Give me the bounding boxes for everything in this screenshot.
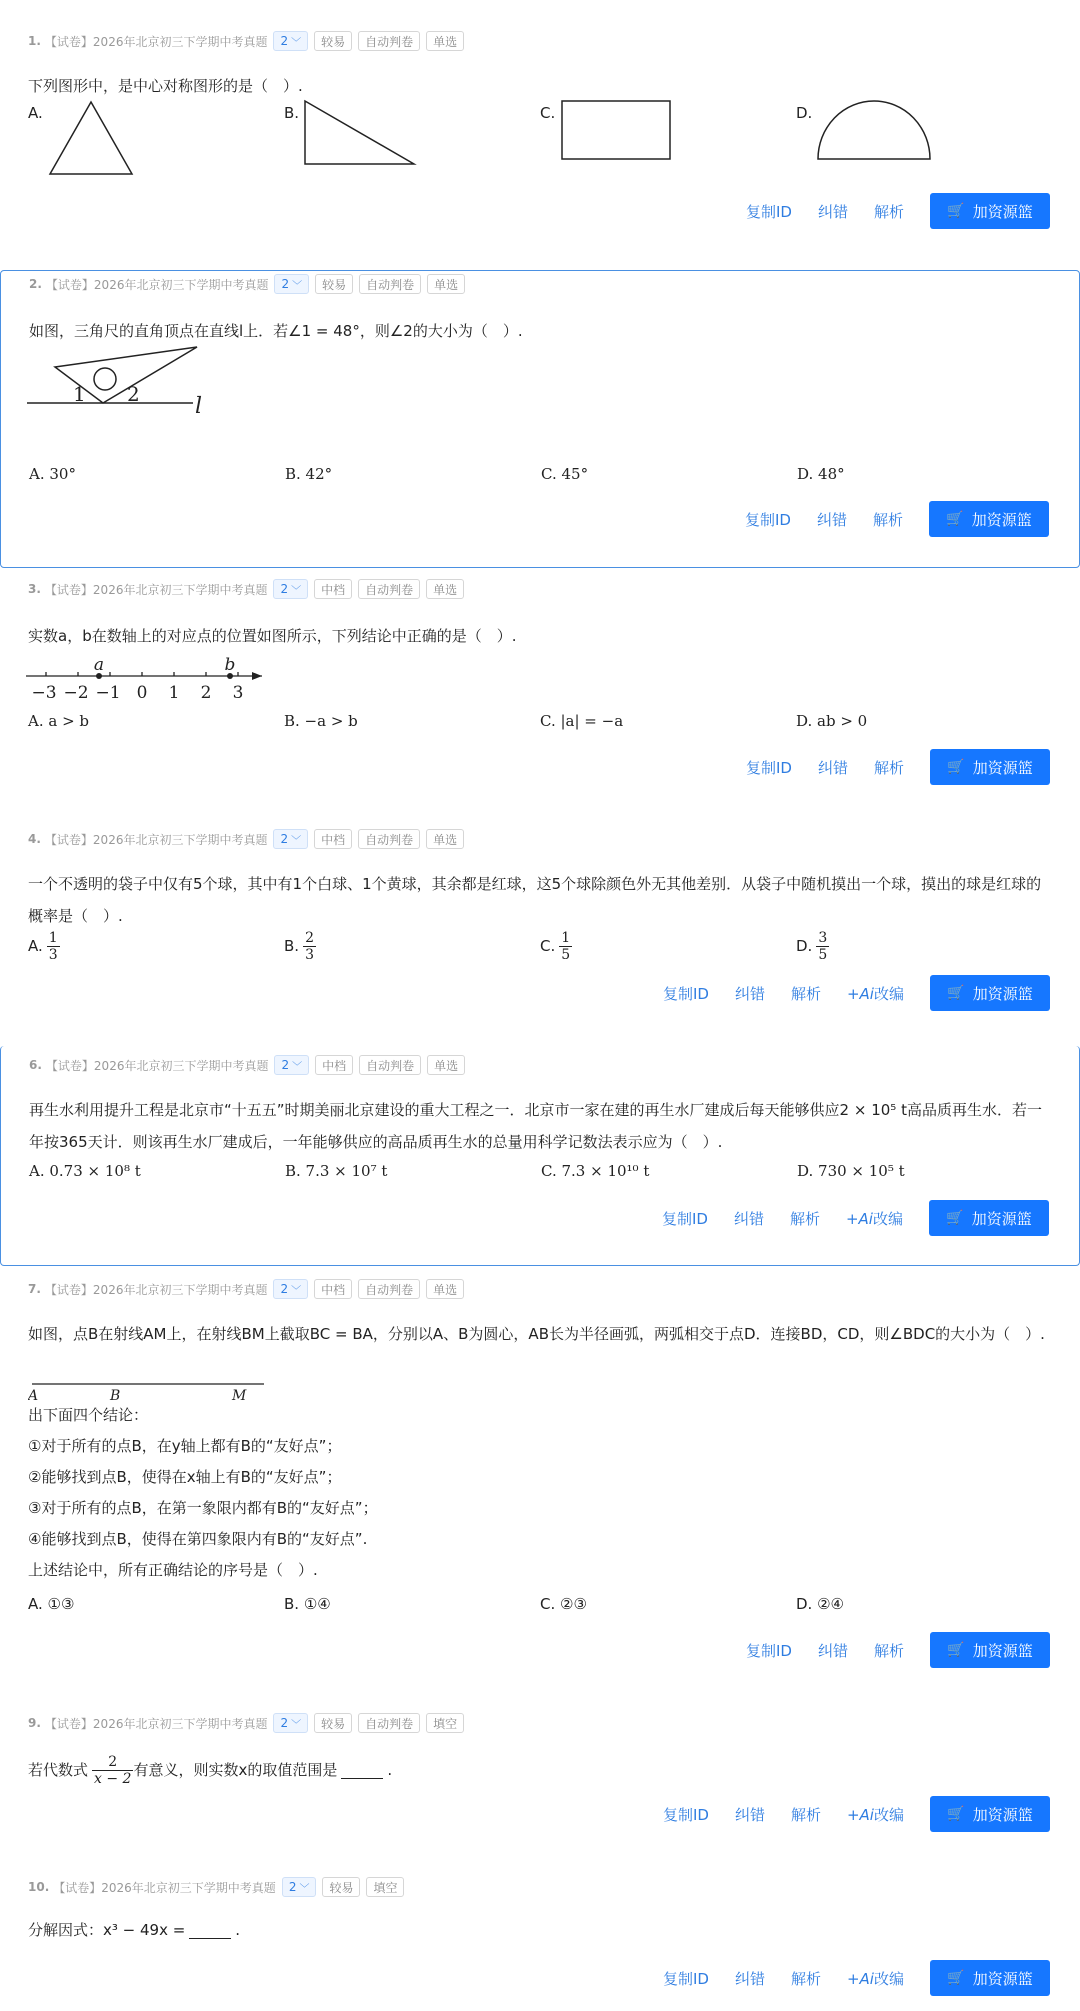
stem-text: 若代数式: [28, 1761, 89, 1779]
level-value: 2: [280, 1716, 289, 1730]
question-meta: [28, 1876, 404, 1898]
ai-rewrite-button[interactable]: [847, 1968, 904, 1989]
level-select[interactable]: [282, 1877, 317, 1897]
option-a[interactable]: A. ①③: [28, 1595, 75, 1613]
question-actions: [637, 1796, 1050, 1832]
level-value: 2: [280, 34, 289, 48]
chevron-down-icon: ﹀: [291, 1719, 302, 1731]
numerator: 2: [108, 1754, 118, 1770]
ai-icon: Ai: [859, 984, 874, 1003]
question-type-tag: 单选: [426, 579, 464, 599]
level-select[interactable]: [273, 1713, 308, 1733]
difficulty-tag: 较易: [322, 1877, 360, 1897]
question-actions: [720, 749, 1050, 785]
option-a[interactable]: A. a > b: [28, 712, 90, 730]
add-to-basket-button[interactable]: [930, 1796, 1050, 1832]
option-c[interactable]: C.: [540, 104, 556, 122]
level-value: 2: [280, 1282, 289, 1296]
point-b-label: b: [224, 656, 236, 675]
report-error-button[interactable]: 纠错: [733, 1209, 764, 1228]
difficulty-tag: 中档: [314, 1279, 352, 1299]
ai-rewrite-button[interactable]: [846, 1208, 903, 1229]
question-source: 【试卷】2026年北京初三下学期中考真题: [53, 1880, 276, 1895]
question-card-10: [0, 1866, 1080, 2011]
options-row: [28, 712, 1052, 742]
stem-text: 分解因式：x³ − 49x =: [28, 1921, 186, 1939]
question-meta: [28, 1712, 464, 1734]
question-actions: [637, 975, 1050, 1011]
question-source: 【试卷】2026年北京初三下学期中考真题: [44, 1716, 268, 1731]
numerator: 1: [561, 930, 571, 946]
level-select[interactable]: [274, 1055, 309, 1075]
option-label: C.: [540, 937, 556, 955]
tick-label: −3: [31, 683, 57, 703]
fraction: [47, 930, 60, 963]
copy-id-button[interactable]: 复制ID: [662, 984, 709, 1003]
conclusion-line: ③对于所有的点B，在第一象限内都有B的“友好点”；: [28, 1499, 378, 1517]
right-triangle-figure: [302, 98, 422, 168]
option-d[interactable]: D.: [796, 104, 813, 122]
auto-grade-tag: 自动判卷: [359, 1055, 421, 1075]
question-stem: 如图，三角尺的直角顶点在直线l上．若∠1 = 48°，则∠2的大小为（ ）.: [29, 322, 523, 340]
plus-icon: +: [846, 1805, 860, 1824]
chevron-down-icon: ﹀: [292, 280, 303, 292]
question-number: 10.: [28, 1880, 50, 1894]
analysis-button[interactable]: 解析: [790, 984, 821, 1003]
auto-grade-tag: 自动判卷: [358, 829, 420, 849]
point-b-label: B: [110, 1388, 121, 1404]
question-number: 4.: [28, 832, 41, 846]
plus-icon: +: [846, 984, 860, 1003]
question-source: 【试卷】2026年北京初三下学期中考真题: [44, 582, 268, 597]
report-error-button[interactable]: 纠错: [734, 984, 765, 1003]
add-basket-label: 加资源篮: [972, 758, 1033, 777]
cart-icon: 🛒: [947, 1642, 965, 1658]
analysis-button[interactable]: 解析: [873, 758, 904, 777]
answer-blank: [189, 1923, 231, 1939]
cart-icon: 🛒: [947, 759, 965, 775]
analysis-button[interactable]: 解析: [789, 1209, 820, 1228]
plus-icon: +: [846, 1969, 860, 1988]
number-line-figure: [26, 656, 266, 706]
ai-icon: Ai: [859, 1969, 874, 1988]
point-a-label: A: [28, 1388, 39, 1404]
option-c[interactable]: [540, 930, 572, 963]
question-actions: [637, 1960, 1050, 1996]
options-row: [28, 1595, 1052, 1625]
option-a[interactable]: A. 0.73 × 10⁸ t: [29, 1162, 141, 1180]
add-to-basket-button[interactable]: [930, 193, 1050, 229]
question-stem: 实数a，b在数轴上的对应点的位置如图所示，下列结论中正确的是（ ）.: [28, 627, 517, 645]
option-b[interactable]: B. ①④: [284, 1595, 331, 1613]
question-type-tag: 单选: [426, 31, 464, 51]
report-error-button[interactable]: 纠错: [817, 202, 848, 221]
tick-label: 3: [232, 683, 244, 703]
difficulty-tag: 中档: [314, 829, 352, 849]
ai-rewrite-button[interactable]: [847, 983, 904, 1004]
tick-label: −2: [63, 683, 89, 703]
option-d[interactable]: [796, 930, 829, 963]
difficulty-tag: 中档: [315, 1055, 353, 1075]
auto-grade-tag: 自动判卷: [358, 1279, 420, 1299]
report-error-button[interactable]: 纠错: [734, 1805, 765, 1824]
question-card-6: [0, 1046, 1080, 1266]
report-error-button[interactable]: 纠错: [734, 1969, 765, 1988]
auto-grade-tag: 自动判卷: [358, 31, 420, 51]
conclusion-line: 上述结论中，所有正确结论的序号是（ ）.: [28, 1561, 318, 1579]
add-to-basket-button[interactable]: [930, 749, 1050, 785]
stem-text: 有意义，则实数x的取值范围是: [133, 1761, 338, 1779]
cart-icon: 🛒: [947, 1806, 965, 1822]
copy-id-button[interactable]: 复制ID: [745, 1641, 792, 1660]
tick-label: −1: [95, 683, 121, 703]
option-b[interactable]: B.: [284, 104, 300, 122]
chevron-down-icon: ﹀: [291, 585, 302, 597]
ai-edit-label: 改编: [873, 1969, 904, 1988]
option-d[interactable]: D. ②④: [796, 1595, 844, 1613]
fraction: [92, 1754, 133, 1787]
question-card-9: [0, 1700, 1080, 1850]
stem-text: .: [387, 1761, 393, 1779]
level-select[interactable]: [273, 31, 308, 51]
add-to-basket-button[interactable]: [929, 501, 1049, 537]
copy-id-button[interactable]: 复制ID: [745, 758, 792, 777]
level-select[interactable]: [273, 579, 308, 599]
answer-blank: [341, 1763, 383, 1779]
report-error-button[interactable]: 纠错: [817, 1641, 848, 1660]
option-b[interactable]: [284, 930, 316, 963]
add-basket-label: 加资源篮: [971, 510, 1032, 529]
auto-grade-tag: 自动判卷: [358, 579, 420, 599]
question-actions: [720, 1632, 1050, 1668]
add-to-basket-button[interactable]: [930, 1632, 1050, 1668]
numerator: 1: [48, 930, 58, 946]
question-actions: [636, 1200, 1049, 1236]
tick-label: 1: [168, 683, 180, 703]
option-c[interactable]: C. ②③: [540, 1595, 587, 1613]
option-b[interactable]: B. 7.3 × 10⁷ t: [285, 1162, 388, 1180]
question-number: 6.: [29, 1058, 42, 1072]
fraction: [303, 930, 316, 963]
copy-id-button[interactable]: 复制ID: [662, 1969, 709, 1988]
level-select[interactable]: [273, 1279, 308, 1299]
angle-2-label: 2: [127, 382, 140, 406]
question-number: 3.: [28, 582, 41, 596]
option-a[interactable]: A. 30°: [29, 465, 76, 483]
level-value: 2: [281, 277, 290, 291]
point-m-label: M: [232, 1388, 247, 1404]
options-row: [28, 930, 1052, 970]
option-d[interactable]: D. 48°: [797, 465, 845, 483]
chevron-down-icon: ﹀: [299, 1883, 310, 1895]
option-c[interactable]: C. 45°: [541, 465, 589, 483]
chevron-down-icon: ﹀: [291, 37, 302, 49]
cart-icon: 🛒: [947, 985, 965, 1001]
option-b[interactable]: B. 42°: [285, 465, 333, 483]
chevron-down-icon: ﹀: [291, 1285, 302, 1297]
level-select[interactable]: [273, 829, 308, 849]
level-value: 2: [288, 1880, 297, 1894]
numerator: 2: [305, 930, 314, 946]
question-meta: [28, 1278, 464, 1300]
ai-edit-label: 改编: [873, 1805, 904, 1824]
question-number: 7.: [28, 1282, 41, 1296]
ai-edit-label: 改编: [873, 984, 904, 1003]
analysis-button[interactable]: 解析: [873, 1641, 904, 1660]
question-stem: 一个不透明的袋子中仅有5个球，其中有1个白球、1个黄球，其余都是红球，这5个球除颜色外无其他差别．从袋子中随机摸出一个球，摸出的球是红球的概率是（ ）.: [28, 875, 1042, 925]
level-value: 2: [280, 582, 289, 596]
triangle-figure: [48, 98, 138, 178]
add-basket-label: 加资源篮: [971, 1209, 1032, 1228]
denominator: 3: [305, 947, 314, 963]
question-meta: [29, 1054, 465, 1076]
question-actions: [719, 501, 1049, 537]
cart-icon: 🛒: [947, 203, 965, 219]
question-type-tag: 单选: [426, 829, 464, 849]
stem-text: .: [235, 1921, 241, 1939]
options-row: [29, 1162, 1053, 1192]
auto-grade-tag: 自动判卷: [359, 274, 421, 294]
add-to-basket-button[interactable]: [930, 975, 1050, 1011]
ai-edit-label: 改编: [872, 1209, 903, 1228]
ai-icon: Ai: [858, 1209, 873, 1228]
question-card-2: [0, 270, 1080, 568]
ai-rewrite-button[interactable]: [847, 1804, 904, 1825]
question-actions: [720, 193, 1050, 229]
question-stem: [28, 1750, 1052, 1790]
question-card-7: [0, 1270, 1080, 1670]
conclusion-line: ①对于所有的点B，在y轴上都有B的“友好点”；: [28, 1437, 342, 1455]
analysis-button[interactable]: 解析: [873, 202, 904, 221]
question-source: 【试卷】2026年北京初三下学期中考真题: [45, 277, 269, 292]
question-type-tag: 单选: [426, 1279, 464, 1299]
add-basket-label: 加资源篮: [972, 1641, 1033, 1660]
add-basket-label: 加资源篮: [972, 1805, 1033, 1824]
rectangle-figure: [560, 98, 674, 164]
option-a[interactable]: A.: [28, 104, 43, 122]
add-to-basket-button[interactable]: [930, 1960, 1050, 1996]
analysis-button[interactable]: 解析: [790, 1805, 821, 1824]
question-stem: 如图，点B在射线AM上，在射线BM上截取BC = BA，分别以A、B为圆心，AB长为半径画弧，两弧相交于点D．连接BD，CD，则∠BDC的大小为（ ）.: [28, 1325, 1045, 1343]
add-basket-label: 加资源篮: [972, 984, 1033, 1003]
difficulty-tag: 较易: [314, 1713, 352, 1733]
copy-id-button[interactable]: 复制ID: [661, 1209, 708, 1228]
question-source: 【试卷】2026年北京初三下学期中考真题: [45, 1058, 269, 1073]
option-label: A.: [28, 937, 43, 955]
denominator: 5: [818, 947, 828, 963]
analysis-button[interactable]: 解析: [872, 510, 903, 529]
line-l-label: l: [195, 394, 203, 419]
point-a-label: a: [93, 656, 105, 675]
conclusion-line: ④能够找到点B，使得在第四象限内有B的“友好点”.: [28, 1530, 368, 1548]
question-number: 2.: [29, 277, 42, 291]
fraction: [816, 930, 829, 963]
level-value: 2: [280, 832, 289, 846]
question-type-tag: 填空: [366, 1877, 404, 1897]
question-card-4: [0, 818, 1080, 1043]
ai-icon: Ai: [859, 1805, 874, 1824]
fraction: [559, 930, 572, 963]
copy-id-button[interactable]: 复制ID: [744, 510, 791, 529]
difficulty-tag: 较易: [315, 274, 353, 294]
question-meta: [28, 578, 464, 600]
question-type-tag: 单选: [427, 274, 465, 294]
semicircle-figure: [816, 98, 932, 164]
option-c[interactable]: C. 7.3 × 10¹⁰ t: [541, 1162, 650, 1180]
option-d[interactable]: D. 730 × 10⁵ t: [797, 1162, 905, 1180]
question-meta: [28, 828, 464, 850]
cart-icon: 🛒: [946, 1210, 964, 1226]
chevron-down-icon: ﹀: [291, 835, 302, 847]
triangle-ruler-figure: [27, 343, 217, 429]
numerator: 3: [818, 930, 828, 946]
report-error-button[interactable]: 纠错: [817, 758, 848, 777]
option-label: B.: [284, 937, 300, 955]
copy-id-button[interactable]: 复制ID: [662, 1805, 709, 1824]
option-d[interactable]: D. ab > 0: [796, 712, 868, 730]
analysis-button[interactable]: 解析: [790, 1969, 821, 1988]
question-source: 【试卷】2026年北京初三下学期中考真题: [44, 34, 268, 49]
question-number: 9.: [28, 1716, 41, 1730]
difficulty-tag: 较易: [314, 31, 352, 51]
add-to-basket-button[interactable]: [929, 1200, 1049, 1236]
question-stem: 再生水利用提升工程是北京市“十五五”时期美丽北京建设的重大工程之一．北京市一家在建的再生水厂建成后每天能够供应2 × 10⁵ t高品质再生水．若一年按365天计．则该再生水厂建成后，一年能够供应的高品质再生水的总量用科学记数法表示应为（ ）.: [29, 1101, 1042, 1151]
question-type-tag: 单选: [427, 1055, 465, 1075]
tick-label: 0: [136, 683, 148, 703]
question-card-1: [0, 0, 1080, 270]
add-basket-label: 加资源篮: [972, 1969, 1033, 1988]
question-stem: 下列图形中，是中心对称图形的是（ ）.: [28, 77, 303, 95]
conclusion-line: 出下面四个结论：: [28, 1406, 149, 1424]
question-stem: [28, 1914, 1052, 1946]
report-error-button[interactable]: 纠错: [816, 510, 847, 529]
options-row: [29, 465, 1053, 495]
question-source: 【试卷】2026年北京初三下学期中考真题: [44, 1282, 268, 1297]
plus-icon: +: [845, 1209, 859, 1228]
option-b[interactable]: B. −a > b: [284, 712, 358, 730]
copy-id-button[interactable]: 复制ID: [745, 202, 792, 221]
option-c[interactable]: C. |a| = −a: [540, 712, 624, 730]
question-card-3: [0, 570, 1080, 815]
question-meta: [29, 273, 465, 295]
add-basket-label: 加资源篮: [972, 202, 1033, 221]
option-a[interactable]: [28, 930, 60, 963]
cart-icon: 🛒: [946, 511, 964, 527]
level-value: 2: [281, 1058, 290, 1072]
denominator: x − 2: [94, 1771, 132, 1787]
question-source: 【试卷】2026年北京初三下学期中考真题: [44, 832, 268, 847]
tick-label: 2: [200, 683, 212, 703]
question-meta: [28, 30, 464, 52]
level-select[interactable]: [274, 274, 309, 294]
question-conclusions: [28, 1400, 1052, 1586]
conclusion-line: ②能够找到点B，使得在x轴上有B的“友好点”；: [28, 1468, 342, 1486]
question-number: 1.: [28, 34, 41, 48]
denominator: 3: [48, 947, 58, 963]
auto-grade-tag: 自动判卷: [358, 1713, 420, 1733]
difficulty-tag: 中档: [314, 579, 352, 599]
chevron-down-icon: ﹀: [292, 1061, 303, 1073]
cart-icon: 🛒: [947, 1970, 965, 1986]
angle-1-label: 1: [73, 382, 86, 406]
denominator: 5: [561, 947, 571, 963]
option-label: D.: [796, 937, 813, 955]
question-type-tag: 填空: [426, 1713, 464, 1733]
